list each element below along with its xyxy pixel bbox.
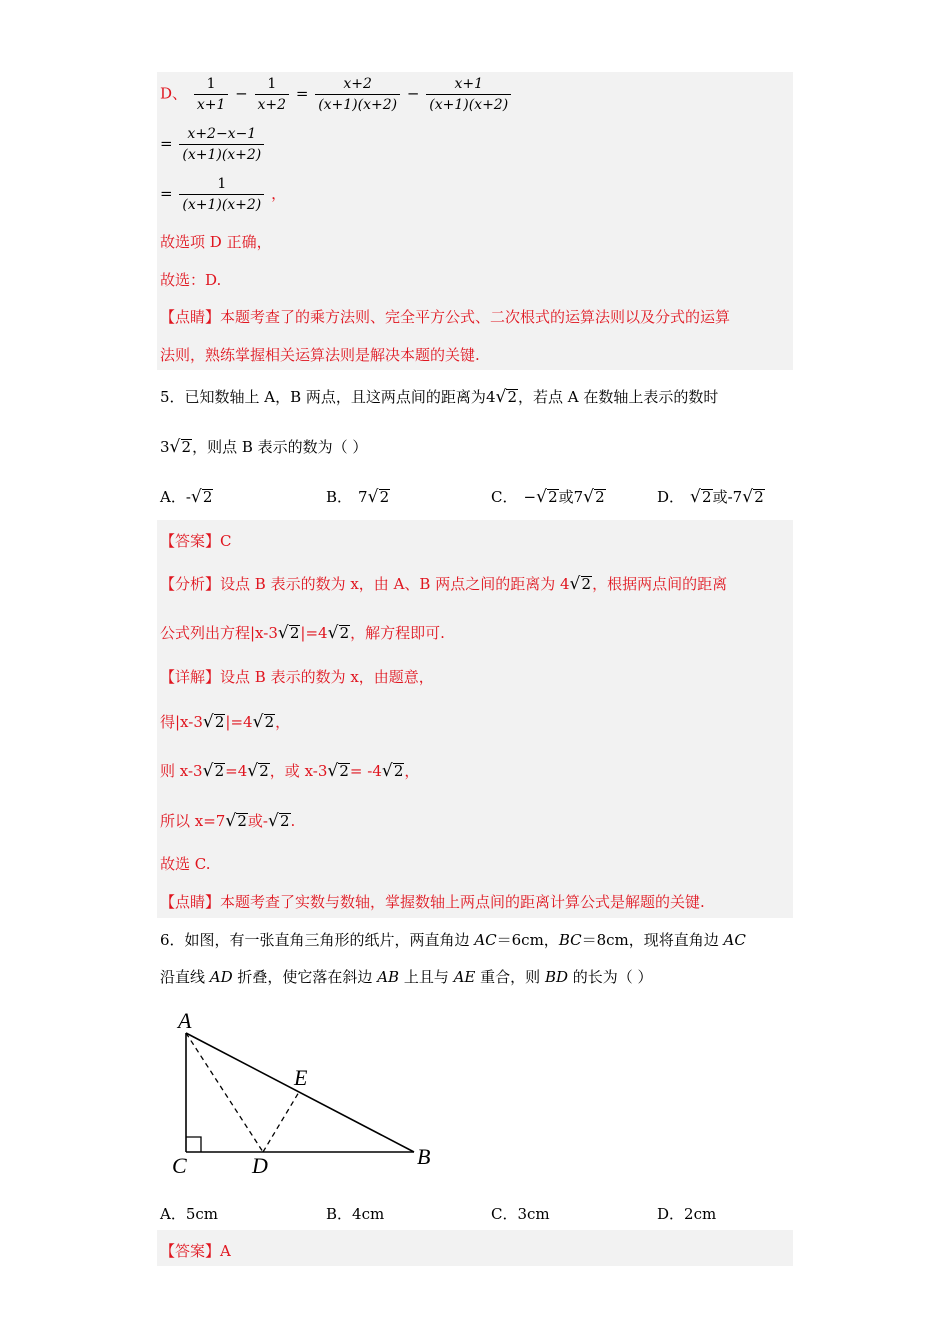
fraction: $\frac{1}{x+1}$ [194, 76, 229, 113]
sqrt-symbol: √ 2 [536, 488, 559, 506]
q5-option-b[interactable]: B． 7√ 2 [326, 486, 390, 507]
q5-detail-line2: 得|x-3√ 2|=4√ 2， [160, 711, 290, 732]
q5-answer: 【答案】C [160, 532, 232, 550]
sqrt-symbol: √ 2 [170, 438, 193, 456]
q6-option-a[interactable]: A．5cm [160, 1205, 219, 1223]
q6-line1: 6．如图，有一张直角三角形的纸片，两直角边 AC＝6cm，BC＝8cm，现将直角边 AC [160, 931, 746, 949]
right-angle-mark [186, 1137, 201, 1152]
q5-line1: 5．已知数轴上 A，B 两点，且这两点间的距离为4√ 2，若点 A 在数轴上表示的数时 [160, 386, 718, 407]
q6-answer-band [157, 1230, 793, 1266]
sqrt-symbol: √ 2 [278, 624, 301, 642]
q6-line2: 沿直线 AD 折叠，使它落在斜边 AB 上且与 AE 重合，则 BD 的长为（ ） [160, 968, 653, 986]
fraction: $\frac{x+2}{(x+1)(x+2)}$ [315, 76, 400, 113]
sqrt-symbol: √ 2 [328, 624, 351, 642]
fold-line-ad [186, 1033, 263, 1152]
sqrt-symbol: √ 2 [327, 762, 350, 780]
fraction: $\frac{1}{x+2}$ [255, 76, 290, 113]
q5-detail-line4: 所以 x=7√ 2或-√ 2. [160, 810, 295, 831]
q6-triangle-figure [160, 1005, 450, 1180]
sqrt-symbol: √ 2 [247, 762, 270, 780]
q4-d-line1: D、 $\frac{1}{x+1}$ − $\frac{1}{x+2}$ = $\frac{x+2}{(x+1)(x+2)}$ − $\frac{x+1}{(x+1)(x+2)}$ [160, 76, 513, 113]
sqrt-symbol: √ 2 [382, 762, 405, 780]
label-b: B [417, 1144, 431, 1169]
segment-de [263, 1092, 299, 1152]
sqrt-symbol: √ 2 [191, 488, 214, 506]
sqrt-symbol: √ 2 [583, 488, 606, 506]
q6-option-c[interactable]: C．3cm [491, 1205, 550, 1223]
q5-detail-line3: 则 x-3√ 2=4√ 2，或 x-3√ 2= -4√ 2， [160, 760, 419, 781]
q6-option-d[interactable]: D．2cm [657, 1205, 717, 1223]
q4-choice: 故选：D. [160, 271, 222, 289]
q4-d-line3: = $\frac{1}{(x+1)(x+2)}$ ， [160, 176, 287, 213]
sqrt-symbol: √ 2 [203, 762, 226, 780]
q5-option-d[interactable]: D．√ 2或-7√ 2 [657, 486, 765, 507]
side-ab [186, 1033, 414, 1152]
sqrt-symbol: √ 2 [742, 488, 765, 506]
q5-choice: 故选 C. [160, 855, 211, 873]
sqrt-symbol: √ 2 [203, 713, 226, 731]
label-c: C [172, 1153, 187, 1178]
q5-option-c[interactable]: C． −√ 2或7√ 2 [491, 486, 606, 507]
label-e: E [294, 1065, 308, 1090]
q4-conclude: 故选项 D 正确， [160, 233, 272, 251]
q6-option-b[interactable]: B．4cm [326, 1205, 385, 1223]
sqrt-symbol: √ 2 [368, 488, 391, 506]
q5-analysis-line1: 【分析】设点 B 表示的数为 x，由 A、B 两点之间的距离为 4√ 2，根据两点间的距离 [160, 573, 727, 594]
q5-detail-line1: 【详解】设点 B 表示的数为 x，由题意， [160, 668, 434, 686]
q4-d-line2: = $\frac{x+2-x-1}{(x+1)(x+2)}$ [160, 126, 266, 163]
q6-answer: 【答案】A [160, 1242, 231, 1260]
q5-analysis-line2: 公式列出方程|x-3√ 2|=4√ 2，解方程即可. [160, 622, 445, 643]
label-a: A [178, 1008, 192, 1033]
sqrt-symbol: √ 2 [268, 812, 291, 830]
sqrt-symbol: √ 2 [495, 388, 518, 406]
sqrt-symbol: √ 2 [253, 713, 276, 731]
label-d: D [252, 1153, 268, 1178]
sqrt-symbol: √ 2 [570, 575, 593, 593]
q5-option-a[interactable]: A．-√ 2 [160, 486, 213, 507]
sqrt-symbol: √ 2 [225, 812, 248, 830]
sqrt-symbol: √ 2 [690, 488, 713, 506]
fraction: $\frac{x+2-x-1}{(x+1)(x+2)}$ [179, 126, 264, 163]
q4-comment-line2: 法则，熟练掌握相关运算法则是解决本题的关键. [160, 346, 480, 364]
fraction: $\frac{1}{(x+1)(x+2)}$ [179, 176, 264, 213]
q5-comment: 【点睛】本题考查了实数与数轴，掌握数轴上两点间的距离计算公式是解题的关键. [160, 893, 705, 911]
q4-comment-line1: 【点睛】本题考查了的乘方法则、完全平方公式、二次根式的运算法则以及分式的运算 [160, 308, 731, 326]
q5-line2: 3√ 2，则点 B 表示的数为（ ） [160, 436, 367, 457]
fraction: $\frac{x+1}{(x+1)(x+2)}$ [426, 76, 511, 113]
